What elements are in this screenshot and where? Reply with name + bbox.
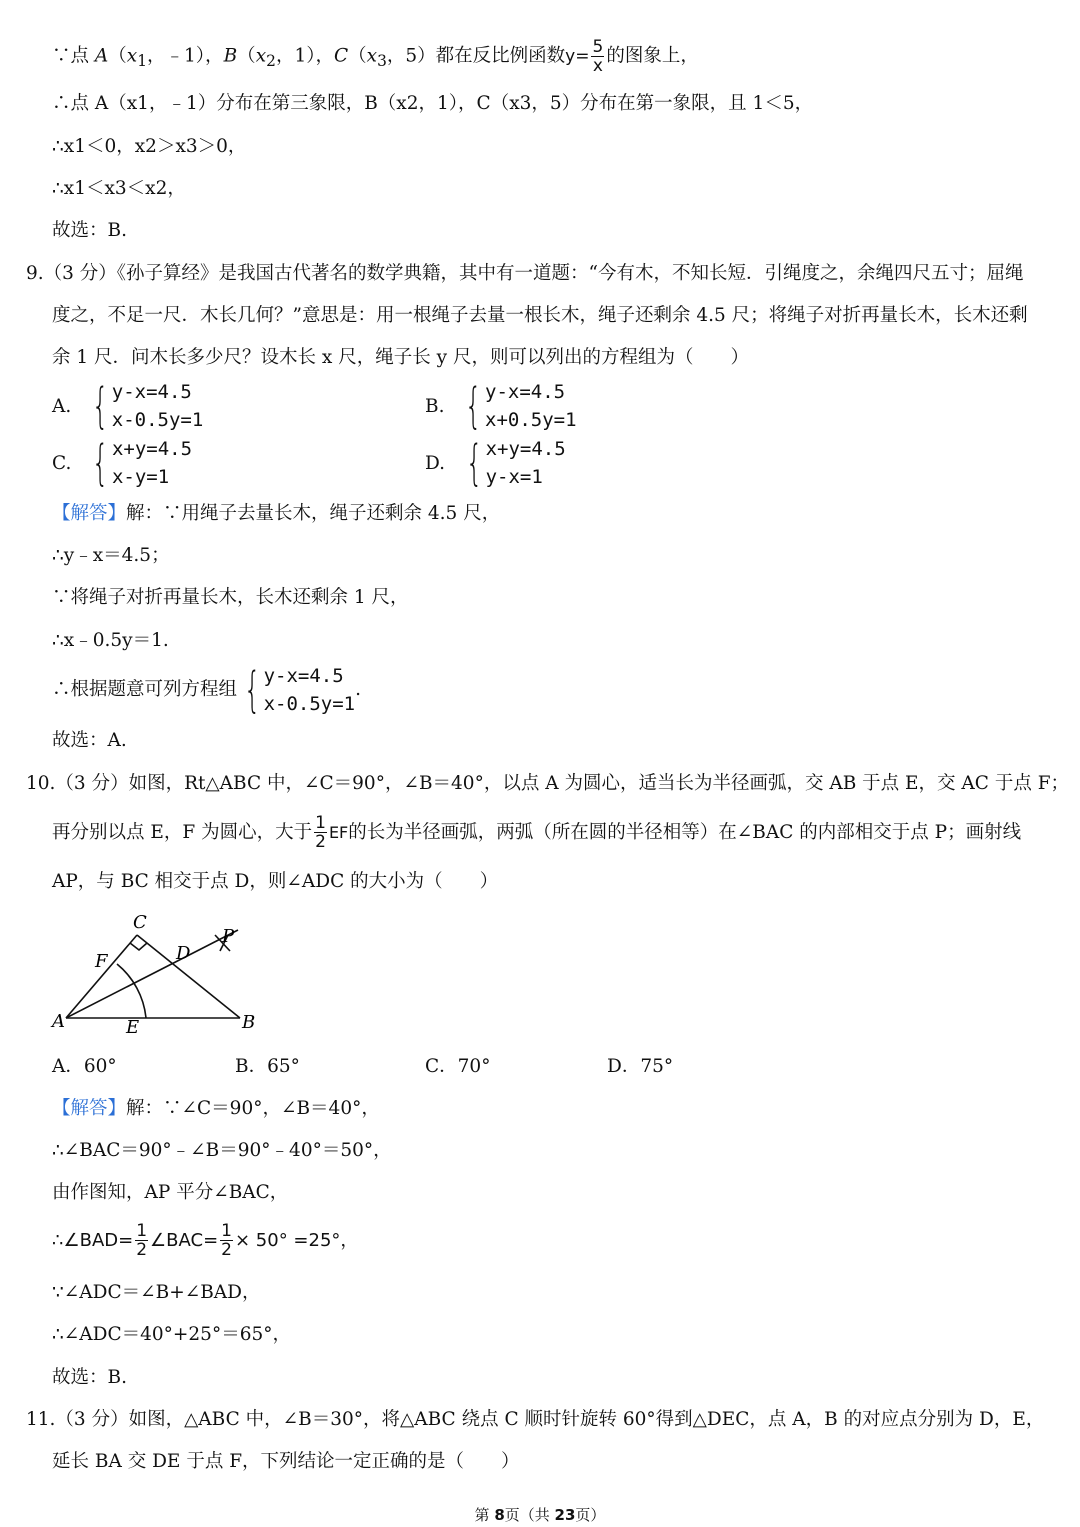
q8-answer: 故选：B.	[52, 220, 127, 241]
q10-option-d: D．75°	[607, 1056, 674, 1077]
label-c: C	[133, 912, 147, 933]
q9-solution-line-3: ∵将绳子对折再量长木，长木还剩余 1 尺，	[52, 587, 409, 608]
q10-stem-line-1: 10.（3 分）如图，Rt△ABC 中，∠C＝90°，∠B＝40°，以点 A 为圆心，适当长为半径画弧，交 AB 于点 E，交 AC 于点 F；	[26, 773, 1070, 794]
label-b: B	[242, 1012, 256, 1033]
q9-solution-line-4: ∴x﹣0.5y＝1.	[52, 630, 169, 651]
q8-solution-line-4: ∴x1＜x3＜x2，	[52, 178, 186, 199]
q8-solution-line-2: ∴点 A（x1，﹣1）分布在第三象限，B（x2，1），C（x3，5）分布在第一象限，且 1＜5，	[52, 93, 814, 114]
fraction-5-over-x: $\frac{5}{x}$	[592, 37, 604, 76]
q10-solution-line-1: 【解答】解：∵∠C＝90°，∠B＝40°，	[52, 1098, 380, 1119]
q9-stem-line-2: 度之，不足一尺．木长几何？”意思是：用一根绳子去量一根长木，绳子还剩余 4.5 尺；将绳子对折再量长木，长木还剩	[52, 305, 1028, 326]
label-p: P	[222, 926, 235, 947]
q10-stem-line-3: AP，与 BC 相交于点 D，则∠ADC 的大小为（ ）	[52, 871, 499, 892]
q9-solution-line-1: 【解答】解：∵用绳子去量长木，绳子还剩余 4.5 尺，	[52, 503, 501, 524]
q10-option-a: A．60°	[52, 1056, 117, 1077]
solution-tag: 【解答】	[52, 1098, 127, 1119]
q10-solution-line-2: ∴∠BAC＝90°﹣∠B＝90°﹣40°＝50°，	[52, 1140, 392, 1161]
fraction-one-half: $\frac{1}{2}$	[315, 813, 326, 852]
q9-stem-line-3: 余 1 尺．问木长多少尺？设木长 x 尺，绳子长 y 尺，则可以列出的方程组为（ ）	[52, 347, 749, 368]
total-pages: 23	[554, 1506, 576, 1524]
q9-option-c: C. { x+y=4.5 x-y=1	[52, 435, 193, 491]
label-d: D	[176, 943, 191, 964]
solution-tag: 【解答】	[52, 503, 127, 524]
arc-ef	[117, 964, 146, 1018]
q9-stem-line-1: 9.（3 分）《孙子算经》是我国古代著名的数学典籍，其中有一道题：“今有木，不知长短．引绳度之，余绳四尺五寸；屈绳	[26, 263, 1024, 284]
q10-stem-line-2: 再分别以点 E，F 为圆心，大于 $\frac{1}{2}$ EF 的长为半径画弧，两弧（所在圆的半径相等）在∠BAC 的内部相交于点 P；画射线	[52, 813, 1022, 852]
current-page: 8	[494, 1506, 505, 1524]
q9-answer: 故选：A.	[52, 730, 127, 751]
q11-stem-line-1: 11.（3 分）如图，△ABC 中，∠B＝30°，将△ABC 绕点 C 顺时针旋转 60°得到△DEC，点 A，B 的对应点分别为 D，E，	[26, 1409, 1045, 1430]
label-e: E	[126, 1017, 140, 1038]
label-a: A	[52, 1011, 65, 1032]
q9-option-d: D. { x+y=4.5 y-x=1	[425, 435, 566, 491]
q10-solution-line-4: ∴∠BAD= $\frac{1}{2}$ ∠BAC= $\frac{1}{2}$ × 50° =25°，	[52, 1221, 359, 1260]
page-footer: 第 8页（共 23页）	[474, 1506, 606, 1524]
q10-answer: 故选：B.	[52, 1367, 127, 1388]
ray-ap	[66, 930, 238, 1018]
q10-option-b: B．65°	[235, 1056, 300, 1077]
triangle-figure	[40, 905, 280, 1040]
segment-ac	[66, 935, 137, 1018]
q10-option-c: C．70°	[425, 1056, 491, 1077]
q9-solution-line-2: ∴y﹣x＝4.5；	[52, 545, 170, 566]
q9-solution-line-5: ∴根据题意可列方程组 { y-x=4.5 x-0.5y=1 .	[52, 662, 361, 718]
q9-option-a: A. { y-x=4.5 x-0.5y=1	[52, 378, 204, 434]
q10-solution-line-5: ∵∠ADC＝∠B+∠BAD，	[52, 1282, 261, 1303]
right-angle-mark	[130, 943, 147, 950]
q11-stem-line-2: 延长 BA 交 DE 于点 F，下列结论一定正确的是（ ）	[52, 1451, 520, 1472]
q10-solution-line-3: 由作图知，AP 平分∠BAC，	[52, 1182, 289, 1203]
q9-option-b: B. { y-x=4.5 x+0.5y=1	[425, 378, 577, 434]
label-f: F	[95, 951, 108, 972]
q8-solution-line-3: ∴x1＜0，x2＞x3＞0，	[52, 136, 247, 157]
q10-solution-line-6: ∴∠ADC＝40°+25°＝65°，	[52, 1324, 291, 1345]
q8-solution-line-1: ∵点 $A(x_1$，﹣1），$B(x_2$，1），$C(x_3$，5）都在反比例函数y= $\frac{5}{x}$ 的图象上，	[52, 37, 699, 76]
